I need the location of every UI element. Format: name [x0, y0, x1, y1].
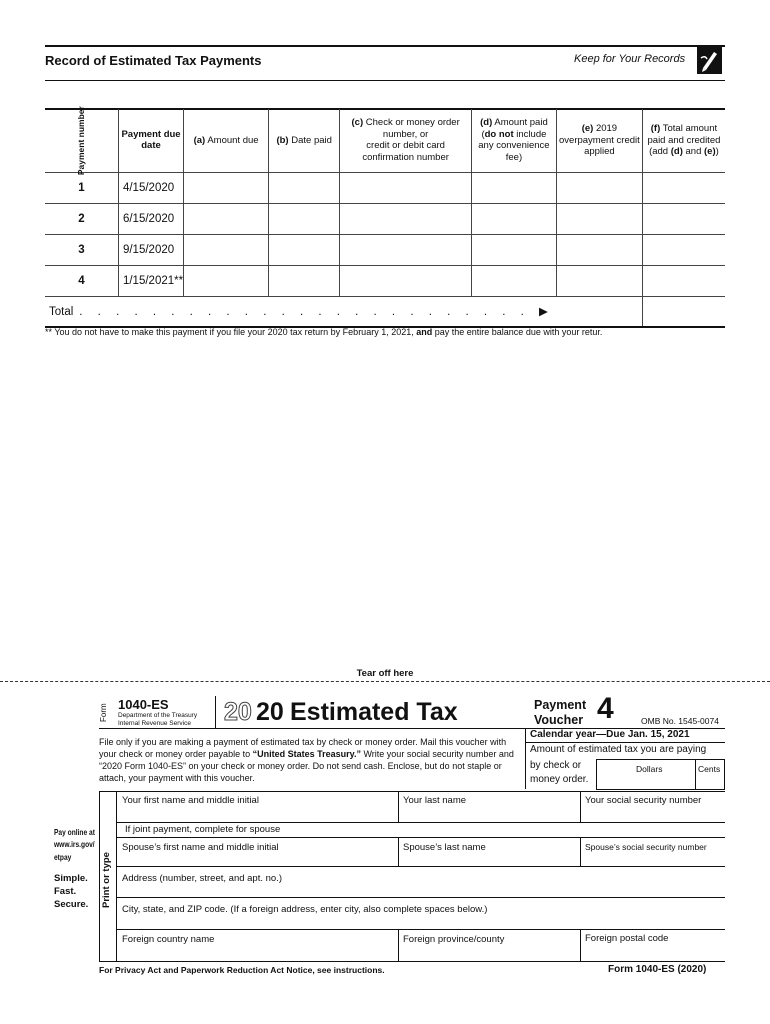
total-row	[45, 296, 725, 327]
record-table	[45, 105, 725, 328]
row-rule	[117, 822, 725, 823]
tear-off-label: Tear off here	[356, 668, 414, 679]
total-cell[interactable]	[642, 172, 725, 203]
row-rule	[117, 929, 725, 930]
form-footer: Form 1040-ES (2020)	[608, 964, 707, 975]
foreign-province-field[interactable]: Foreign province/county	[403, 934, 505, 945]
table-row	[45, 203, 725, 234]
row-number: 2	[45, 203, 118, 234]
header-due-date: Payment due date	[118, 109, 183, 172]
spouse-first-name-field[interactable]: Spouse’s first name and middle initial	[122, 842, 279, 853]
check-number-cell[interactable]	[340, 172, 472, 203]
table-row	[45, 265, 725, 296]
amount-label-cont: by check or money order.	[530, 760, 589, 785]
cents-label: Cents	[698, 764, 721, 774]
tear-line	[0, 681, 770, 682]
overpayment-cell[interactable]	[556, 265, 642, 296]
amount-paid-cell[interactable]	[471, 234, 556, 265]
record-title: Record of Estimated Tax Payments	[45, 53, 262, 68]
voucher-instructions: File only if you are making a payment of estimated tax by check or money order. Mail this voucher with your check or money order payable to “United States Treasury.” Write your social security number and “2020 Form 1040-ES” on your check or money order. Do not send cash. Enclose, but do not staple or attach, your payment with this voucher.	[99, 737, 514, 783]
row-due-date: 4/15/2020	[118, 172, 183, 203]
amount-paid-cell[interactable]	[471, 203, 556, 234]
calendar-rule	[525, 742, 725, 743]
ssn-field[interactable]: Your social security number	[585, 795, 702, 806]
table-row	[45, 172, 725, 203]
pay-online-note: Pay online at www.irs.gov/ etpay	[54, 827, 95, 862]
col-divider	[580, 791, 581, 822]
row-due-date: 9/15/2020	[118, 234, 183, 265]
year-solid: 20	[256, 698, 284, 726]
total-label: Total	[49, 306, 74, 319]
joint-payment-note: If joint payment, complete for spouse	[125, 824, 281, 835]
col-divider	[398, 837, 399, 866]
city-field[interactable]: City, state, and ZIP code. (If a foreign address, enter city, also complete spaces below.)	[122, 904, 488, 915]
keep-note: Keep for Your Records	[574, 53, 686, 65]
footnote: ** You do not have to make this payment if you file your 2020 tax return by February 1, 2021, and pay the entire balance due with your retur.	[45, 327, 603, 337]
last-name-field[interactable]: Your last name	[403, 795, 467, 806]
header-total: (f) Total amount paid and credited (add (d) and (e))	[642, 109, 725, 172]
address-field[interactable]: Address (number, street, and apt. no.)	[122, 873, 283, 884]
privacy-notice: For Privacy Act and Paperwork Reduction Act Notice, see instructions.	[99, 965, 385, 975]
dollars-label: Dollars	[636, 764, 663, 774]
date-paid-cell[interactable]	[269, 265, 340, 296]
payment-voucher-label: Payment Voucher	[534, 698, 587, 727]
amount-due-cell[interactable]	[184, 234, 269, 265]
omb-number: OMB No. 1545-0074	[641, 716, 719, 726]
header-separator	[215, 696, 216, 728]
header-amount-paid: (d) Amount paid (do not include any convenience fee)	[471, 109, 556, 172]
total-cell[interactable]	[642, 203, 725, 234]
overpayment-cell[interactable]	[556, 234, 642, 265]
check-number-cell[interactable]	[340, 203, 472, 234]
overpayment-cell[interactable]	[556, 203, 642, 234]
date-paid-cell[interactable]	[269, 203, 340, 234]
header-amount-due: (a) Amount due	[184, 109, 269, 172]
row-rule	[117, 866, 725, 867]
row-rule	[117, 897, 725, 898]
row-number: 4	[45, 265, 118, 296]
amount-paid-cell[interactable]	[471, 172, 556, 203]
cents-divider	[695, 759, 696, 790]
department: Department of the Treasury Internal Revenue Service	[118, 712, 198, 727]
grid-bottom-rule	[99, 961, 725, 962]
voucher-title: Estimated Tax	[290, 698, 458, 726]
spouse-last-name-field[interactable]: Spouse’s last name	[403, 842, 486, 853]
header-date-paid: (b) Date paid	[269, 109, 340, 172]
header-payment-number: Payment number	[45, 109, 118, 172]
amount-due-cell[interactable]	[184, 265, 269, 296]
first-name-field[interactable]: Your first name and middle initial	[122, 795, 259, 806]
print-or-type-label: Print or type	[101, 852, 112, 908]
calendar-year: Calendar year—Due Jan. 15, 2021	[530, 729, 690, 740]
total-label-cell	[45, 296, 642, 327]
date-paid-cell[interactable]	[269, 172, 340, 203]
check-number-cell[interactable]	[340, 234, 472, 265]
col-divider	[580, 929, 581, 961]
overpayment-cell[interactable]	[556, 172, 642, 203]
amount-label: Amount of estimated tax you are paying	[530, 744, 707, 755]
table-row	[45, 234, 725, 265]
row-rule	[117, 837, 725, 838]
total-cell[interactable]	[642, 234, 725, 265]
amount-due-cell[interactable]	[184, 172, 269, 203]
grand-total-cell[interactable]	[642, 296, 725, 327]
pencil-icon	[697, 46, 722, 74]
top-rule	[45, 45, 725, 47]
title-underline	[45, 80, 725, 81]
grid-top-rule	[99, 791, 725, 792]
amount-due-cell[interactable]	[184, 203, 269, 234]
form-number: 1040-ES	[118, 697, 169, 712]
foreign-postal-field[interactable]: Foreign postal code	[585, 933, 669, 944]
year-outline: 20	[224, 698, 252, 726]
row-number: 3	[45, 234, 118, 265]
total-leader-dots: . . . . . . . . . . . . . . . . . . . . . . . . . ▶	[79, 306, 554, 319]
col-divider	[398, 791, 399, 822]
row-due-date: 1/15/2021**	[118, 265, 183, 296]
total-cell[interactable]	[642, 265, 725, 296]
amount-paid-cell[interactable]	[471, 265, 556, 296]
form-word: Form	[99, 703, 108, 722]
col-divider	[580, 837, 581, 866]
voucher-number: 4	[597, 692, 614, 725]
date-paid-cell[interactable]	[269, 234, 340, 265]
table-header-row	[45, 109, 725, 172]
row-number: 1	[45, 172, 118, 203]
check-number-cell[interactable]	[340, 265, 472, 296]
simple-fast-secure: Simple. Fast. Secure.	[54, 873, 89, 910]
foreign-country-field[interactable]: Foreign country name	[122, 934, 215, 945]
spouse-ssn-field[interactable]: Spouse’s social security number	[585, 842, 707, 852]
header-check-number: (c) Check or money order number, or credit or debit card confirmation number	[340, 109, 472, 172]
header-overpayment: (e) 2019 overpayment credit applied	[556, 109, 642, 172]
col-divider	[398, 929, 399, 961]
row-due-date: 6/15/2020	[118, 203, 183, 234]
